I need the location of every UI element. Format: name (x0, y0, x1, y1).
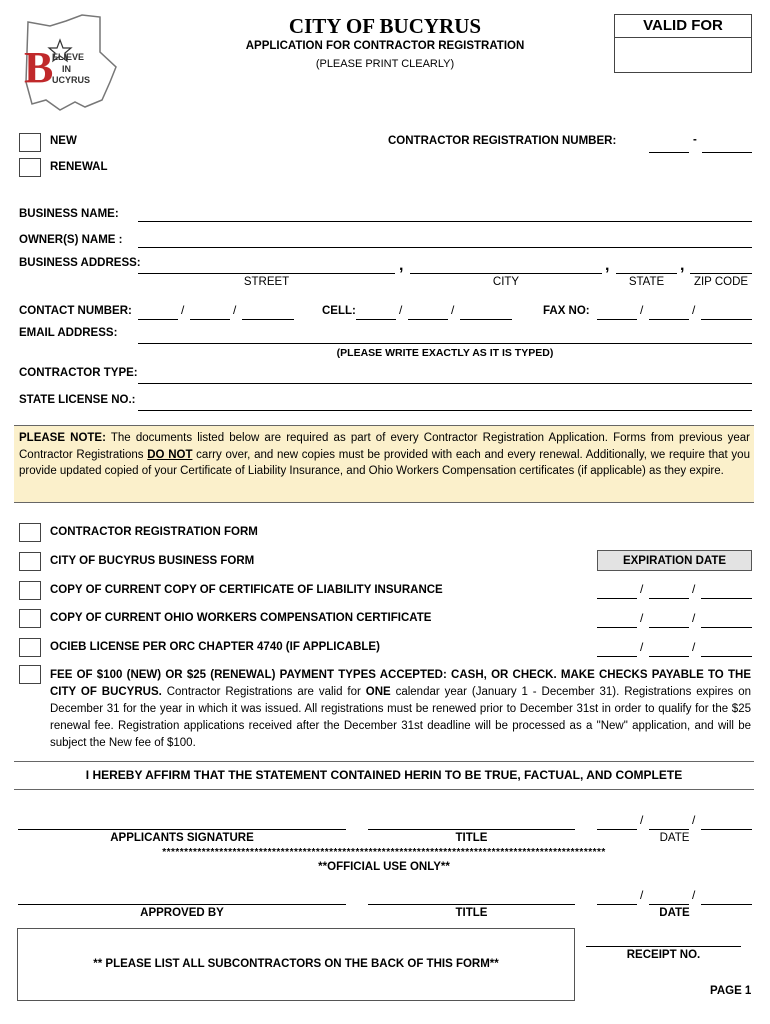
contractor-type-label: CONTRACTOR TYPE: (19, 367, 138, 379)
liability-exp-year[interactable] (701, 598, 752, 599)
applicant-date-slash-2: / (692, 813, 696, 827)
checklist-item-1: CONTRACTOR REGISTRATION FORM (50, 526, 258, 538)
applicant-date-caption: DATE (659, 832, 690, 844)
contact-area-field[interactable] (138, 319, 178, 320)
business-name-field[interactable] (138, 221, 752, 222)
contact-number-label: CONTACT NUMBER: (19, 305, 132, 317)
state-field[interactable] (616, 273, 677, 274)
official-use-separator: ***************************************************************************************************** (162, 847, 606, 858)
fax-line-field[interactable] (701, 319, 752, 320)
applicant-title-caption: TITLE (455, 832, 488, 844)
note-emphasis: DO NOT (147, 448, 193, 461)
ocieb-exp-month[interactable] (597, 656, 637, 657)
city-field[interactable] (410, 273, 602, 274)
state-license-label: STATE LICENSE NO.: (19, 394, 136, 406)
applicant-signature-caption: APPLICANTS SIGNATURE (110, 832, 254, 844)
logo-text-3: UCYRUS (52, 75, 91, 85)
checklist-item-5: OCIEB LICENSE PER ORC CHAPTER 4740 (IF APPLICABLE) (50, 641, 380, 653)
valid-for-box[interactable] (614, 14, 752, 73)
workers-comp-exp-day[interactable] (649, 627, 689, 628)
subcontractors-note: ** PLEASE LIST ALL SUBCONTRACTORS ON THE BACK OF THIS FORM** (93, 958, 499, 970)
approved-date-slash-2: / (692, 888, 696, 902)
zip-field[interactable] (690, 273, 752, 274)
renewal-label: RENEWAL (50, 161, 108, 173)
approved-title-field[interactable] (368, 904, 575, 905)
cell-prefix-field[interactable] (408, 319, 448, 320)
checklist-checkbox-5[interactable] (19, 638, 41, 657)
contact-line-field[interactable] (242, 319, 294, 320)
fee-text-1: Contractor Registrations are valid for (161, 686, 366, 698)
applicant-date-month[interactable] (597, 829, 637, 830)
cell-area-field[interactable] (356, 319, 396, 320)
zip-caption: ZIP CODE (693, 276, 749, 288)
approved-date-month[interactable] (597, 904, 637, 905)
receipt-number-field[interactable] (586, 946, 741, 947)
renewal-checkbox[interactable] (19, 158, 41, 177)
fax-label: FAX NO: (543, 305, 590, 317)
approved-date-caption: DATE (659, 907, 690, 919)
cell-line-field[interactable] (460, 319, 512, 320)
ocieb-slash-2: / (692, 640, 696, 654)
contact-prefix-field[interactable] (190, 319, 230, 320)
approved-by-field[interactable] (18, 904, 346, 905)
state-caption: STATE (628, 276, 665, 288)
owners-name-field[interactable] (138, 247, 752, 248)
city-caption: CITY (492, 276, 520, 288)
fax-slash-2: / (692, 303, 696, 317)
checklist-item-3: COPY OF CURRENT COPY OF CERTIFICATE OF LIABILITY INSURANCE (50, 584, 443, 596)
form-subtitle: APPLICATION FOR CONTRACTOR REGISTRATION (245, 40, 525, 52)
address-comma-2: , (605, 257, 610, 274)
logo-text-1: ELIEVE (52, 52, 85, 62)
ocieb-slash-1: / (640, 640, 644, 654)
contact-slash-2: / (233, 303, 237, 317)
state-license-field[interactable] (138, 410, 752, 411)
fax-prefix-field[interactable] (649, 319, 689, 320)
applicant-date-slash-1: / (640, 813, 644, 827)
note-text-1: The documents listed below are required as part of every Contractor Registration Application. Forms from previous year Contractor Registrations (19, 432, 750, 461)
logo-letter-b: B (24, 43, 54, 92)
applicant-title-field[interactable] (368, 829, 575, 830)
cell-slash-2: / (451, 303, 455, 317)
approved-date-year[interactable] (701, 904, 752, 905)
please-note-box (14, 425, 754, 503)
official-use-label: **OFFICIAL USE ONLY** (318, 861, 450, 873)
cell-label: CELL: (322, 305, 356, 317)
registration-number-field-1[interactable] (649, 152, 689, 153)
liability-exp-month[interactable] (597, 598, 637, 599)
logo-text-2: IN (62, 64, 71, 74)
email-field[interactable] (138, 343, 752, 344)
workers-comp-slash-2: / (692, 611, 696, 625)
checklist-checkbox-4[interactable] (19, 609, 41, 628)
registration-number-dash: - (693, 134, 697, 146)
city-logo (20, 12, 120, 112)
approved-title-caption: TITLE (455, 907, 488, 919)
email-note: (PLEASE WRITE EXACTLY AS IT IS TYPED) (336, 347, 554, 359)
applicant-signature-field[interactable] (18, 829, 346, 830)
checklist-checkbox-2[interactable] (19, 552, 41, 571)
street-caption: STREET (243, 276, 290, 288)
fee-one: ONE (365, 686, 391, 698)
fax-slash-1: / (640, 303, 644, 317)
business-name-label: BUSINESS NAME: (19, 208, 119, 220)
checklist-checkbox-3[interactable] (19, 581, 41, 600)
registration-number-field-2[interactable] (702, 152, 752, 153)
contractor-type-field[interactable] (138, 383, 752, 384)
page-number: PAGE 1 (710, 985, 752, 997)
workers-comp-slash-1: / (640, 611, 644, 625)
applicant-date-day[interactable] (649, 829, 689, 830)
contact-slash-1: / (181, 303, 185, 317)
note-text-2: carry over, and new copies must be provided with each and every renewal. Additionally, we require that you provide updated copied of your Certificate of Liability Insurance, and Ohio Workers Compensation certificates (if applicable) as they expire. (19, 448, 750, 477)
workers-comp-exp-year[interactable] (701, 627, 752, 628)
print-instruction: (PLEASE PRINT CLEARLY) (315, 58, 455, 70)
fee-text-2: calendar year (January 1 - December 31). Registrations expires on December 31 for the year in which it was issued. All registrations must be renewed prior to December 31st in order to qualify for the $25 renewal fee. Registration applications received after the December 31st deadline will be processed as a "New" application, and will be subject the New fee of $100. (50, 686, 751, 749)
registration-number-label: CONTRACTOR REGISTRATION NUMBER: (388, 135, 617, 147)
street-field[interactable] (138, 273, 395, 274)
expiration-date-header: EXPIRATION DATE (597, 550, 752, 571)
ocieb-exp-day[interactable] (649, 656, 689, 657)
new-checkbox[interactable] (19, 133, 41, 152)
email-label: EMAIL ADDRESS: (19, 327, 118, 339)
checklist-item-2: CITY OF BUCYRUS BUSINESS FORM (50, 555, 255, 567)
valid-for-label: VALID FOR (615, 15, 751, 38)
approved-date-slash-1: / (640, 888, 644, 902)
liability-exp-day[interactable] (649, 598, 689, 599)
workers-comp-exp-month[interactable] (597, 627, 637, 628)
fee-bold-text: FEE OF $100 (NEW) OR $25 (RENEWAL) PAYMENT TYPES ACCEPTED: CASH, OR CHECK. MAKE CHECKS PAYABLE TO THE CITY OF BUCYRUS. (50, 669, 751, 698)
receipt-number-label: RECEIPT NO. (626, 949, 701, 961)
approved-date-day[interactable] (649, 904, 689, 905)
business-address-label: BUSINESS ADDRESS: (19, 257, 141, 269)
ocieb-exp-year[interactable] (701, 656, 752, 657)
applicant-date-year[interactable] (701, 829, 752, 830)
checklist-checkbox-1[interactable] (19, 523, 41, 542)
address-comma-3: , (680, 257, 685, 274)
owners-name-label: OWNER(S) NAME : (19, 234, 123, 246)
checklist-item-4: COPY OF CURRENT OHIO WORKERS COMPENSATION CERTIFICATE (50, 612, 432, 624)
liability-slash-2: / (692, 582, 696, 596)
note-label: PLEASE NOTE: (19, 432, 106, 444)
cell-slash-1: / (399, 303, 403, 317)
approved-by-caption: APPROVED BY (140, 907, 224, 919)
fax-area-field[interactable] (597, 319, 637, 320)
new-label: NEW (50, 135, 77, 147)
address-comma-1: , (399, 257, 404, 274)
affirm-statement: I HEREBY AFFIRM THAT THE STATEMENT CONTAINED HERIN TO BE TRUE, FACTUAL, AND COMPLETE (85, 768, 683, 782)
checklist-checkbox-fee[interactable] (19, 665, 41, 684)
liability-slash-1: / (640, 582, 644, 596)
fee-paragraph (50, 667, 751, 752)
page-title: CITY OF BUCYRUS (288, 14, 482, 38)
